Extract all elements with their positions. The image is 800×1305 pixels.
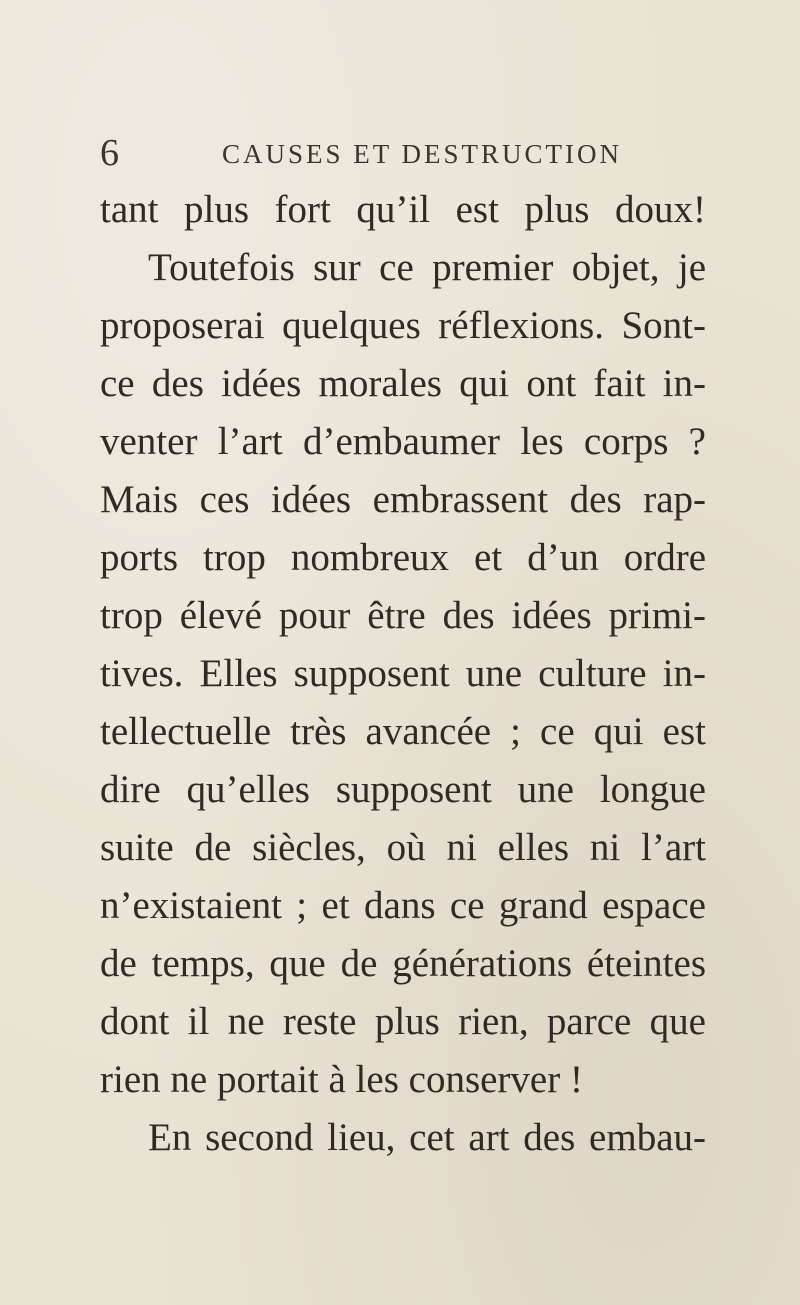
running-title: CAUSES ET DESTRUCTION bbox=[222, 139, 623, 169]
text-line: trop élevé pour être des idées primi- bbox=[100, 594, 706, 637]
page-number: 6 bbox=[100, 132, 119, 174]
text-line: n’existaient ; et dans ce grand espace bbox=[100, 884, 706, 927]
text-line: ports trop nombreux et d’un ordre bbox=[100, 536, 706, 579]
text-line: tives. Elles supposent une culture in- bbox=[100, 652, 706, 695]
text-line: de temps, que de générations éteintes bbox=[100, 942, 706, 985]
text-line: suite de siècles, où ni elles ni l’art bbox=[100, 826, 706, 869]
text-line: En second lieu, cet art des embau- bbox=[148, 1116, 706, 1159]
running-head bbox=[100, 128, 740, 178]
text-line: rien ne portait à les conserver ! bbox=[100, 1058, 583, 1101]
text-line: tant plus fort qu’il est plus doux! bbox=[100, 188, 706, 231]
text-line: dire qu’elles supposent une longue bbox=[100, 768, 706, 811]
text-line: venter l’art d’embaumer les corps ? bbox=[100, 420, 706, 463]
text-line: Toutefois sur ce premier objet, je bbox=[148, 246, 706, 289]
text-line: tellectuelle très avancée ; ce qui est bbox=[100, 710, 706, 753]
text-line: ce des idées morales qui ont fait in- bbox=[100, 362, 706, 405]
text-line: proposerai quelques réflexions. Sont- bbox=[100, 304, 706, 347]
text-line: Mais ces idées embrassent des rap- bbox=[100, 478, 706, 521]
text-line: dont il ne reste plus rien, parce que bbox=[100, 1000, 706, 1043]
